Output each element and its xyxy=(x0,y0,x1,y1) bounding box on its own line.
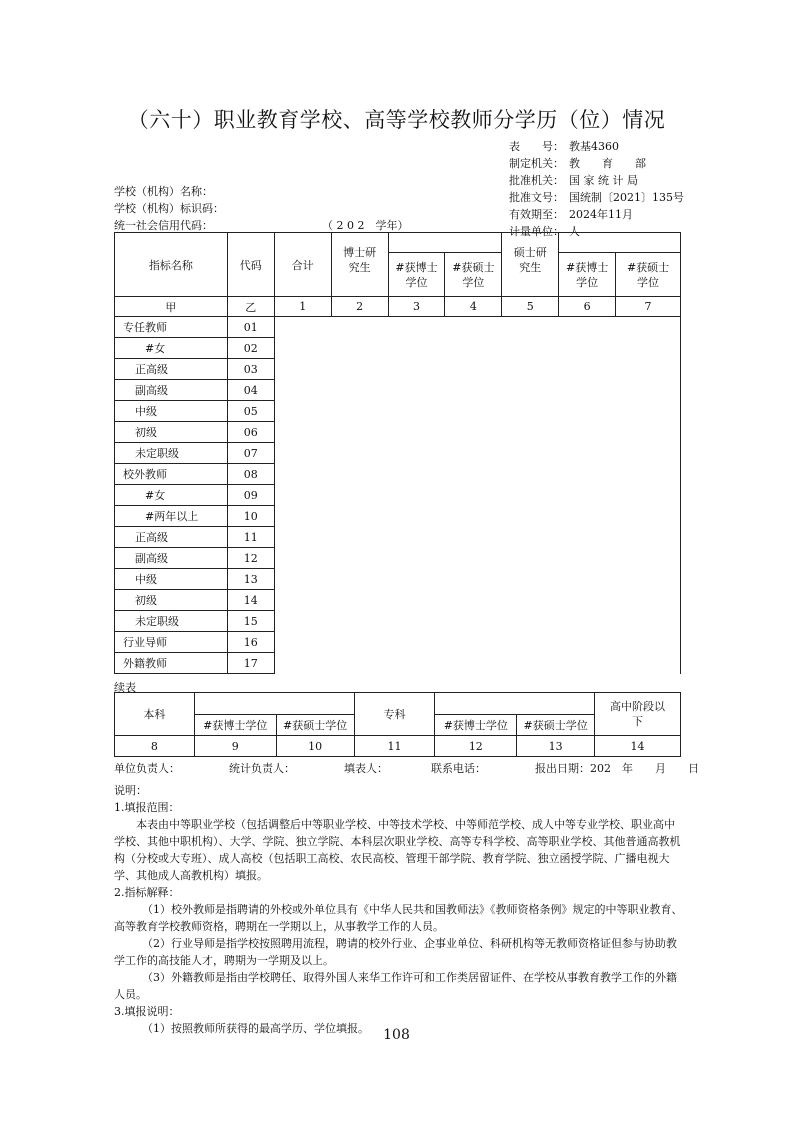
row-code: 14 xyxy=(227,590,274,611)
row-name: #女 xyxy=(115,485,228,506)
row-code: 06 xyxy=(227,422,274,443)
school-year: （ 2 0 2 学年） xyxy=(322,219,409,232)
header-mas-mas-deg: #获硕士 学位 xyxy=(616,253,681,297)
row-name: 中级 xyxy=(115,401,228,422)
row-name: 未定职级 xyxy=(115,611,228,632)
row-name: 副高级 xyxy=(115,548,228,569)
cont-index-cell: 11 xyxy=(354,736,435,757)
report-date: 报出日期：202 年 月 日 xyxy=(535,762,699,775)
header-bachelor-spacer xyxy=(194,693,354,715)
row-code: 04 xyxy=(227,380,274,401)
header-bachelor: 本科 xyxy=(115,693,195,736)
index-cell: 3 xyxy=(388,297,445,317)
index-cell: 乙 xyxy=(227,297,274,317)
index-row xyxy=(115,297,681,317)
row-code: 16 xyxy=(227,632,274,653)
header-c-mas: #获硕士学位 xyxy=(517,715,595,736)
header-phd-spacer xyxy=(388,233,502,253)
credit-code-label: 统一社会信用代码： xyxy=(114,219,213,232)
meta-label: 有效期至： xyxy=(509,208,564,221)
note-paragraph: （2）行业导师是指学校按照聘用流程，聘请的校外行业、企事业单位、科研机构等无教师资格证但参与协助教学工作的高技能人才，聘期为一学期及以上。 xyxy=(114,937,677,967)
note-paragraph: （3）外籍教师是指由学校聘任、取得外国人来华工作许可和工作类居留证件、在学校从事教育教学工作的外籍人员。 xyxy=(114,971,677,1001)
header-mas-doc-deg: #获博士 学位 xyxy=(559,253,616,297)
row-code: 05 xyxy=(227,401,274,422)
index-cell: 6 xyxy=(559,297,616,317)
unit-head: 单位负责人： xyxy=(114,762,180,775)
note-paragraph: 3.填报说明： xyxy=(114,1005,180,1018)
row-name: 未定职级 xyxy=(115,443,228,464)
note-paragraph: 说明： xyxy=(114,784,147,797)
note-paragraph: （1）按照教师所获得的最高学历、学位填报。 xyxy=(142,1022,369,1035)
meta-label: 表 号： xyxy=(509,140,564,153)
header-indicator: 指标名称 xyxy=(115,233,228,297)
row-name: 初级 xyxy=(115,590,228,611)
index-cell: 5 xyxy=(502,297,559,317)
note-paragraph: 2.指标解释： xyxy=(114,886,180,899)
page-title: （六十）职业教育学校、高等学校教师分学历（位）情况 xyxy=(127,108,666,132)
meta-value: 2024年11月 xyxy=(569,208,633,221)
index-cell: 甲 xyxy=(115,297,228,317)
cont-index-cell: 8 xyxy=(115,736,195,757)
cont-index-row xyxy=(115,736,681,757)
row-code: 13 xyxy=(227,569,274,590)
header-c-doc: #获博士学位 xyxy=(435,715,517,736)
index-cell: 4 xyxy=(445,297,502,317)
phone: 联系电话： xyxy=(431,762,486,775)
school-name-label: 学校（机构）名称： xyxy=(114,185,213,198)
header-high-school: 高中阶段以 下 xyxy=(595,693,681,736)
cont-index-cell: 10 xyxy=(276,736,354,757)
row-code: 10 xyxy=(227,506,274,527)
header-total: 合计 xyxy=(274,233,331,297)
header-mas-spacer xyxy=(559,233,681,253)
header-mas-grad: 硕士研 究生 xyxy=(502,233,559,297)
row-code: 12 xyxy=(227,548,274,569)
meta-value: 国统制〔2021〕135号 xyxy=(569,191,684,204)
cont-index-cell: 13 xyxy=(517,736,595,757)
row-code: 09 xyxy=(227,485,274,506)
blank-data-area xyxy=(274,317,680,674)
row-code: 02 xyxy=(227,338,274,359)
cont-index-cell: 9 xyxy=(194,736,276,757)
notes xyxy=(114,782,684,1037)
index-cell: 7 xyxy=(616,297,681,317)
table-row xyxy=(115,317,681,338)
meta-value: 教 育 部 xyxy=(569,157,646,170)
continued-table xyxy=(114,692,681,757)
page-number: 108 xyxy=(383,1027,410,1043)
row-name: 校外教师 xyxy=(115,464,228,485)
header-phd-mas-deg: #获硕士 学位 xyxy=(445,253,502,297)
header-phd-grad: 博士研 究生 xyxy=(331,233,388,297)
header-college: 专科 xyxy=(354,693,435,736)
row-name: 行业导师 xyxy=(115,632,228,653)
row-name: 正高级 xyxy=(115,527,228,548)
note-paragraph: 本表由中等职业学校（包括调整后中等职业学校、中等技术学校、中等师范学校、成人中等专业学校、职业高中学校、其他中职机构）、大学、学院、独立学院、本科层次职业学校、高等专科学校、高等职业学校、其他普通高教机构（分校或大专班）、成人高校（包括职工高校、农民高校、管理干部学院、教育学院、独立函授学院、广播电视大学、其他成人高教机构）填报。 xyxy=(114,818,681,882)
continued-label: 续表 xyxy=(114,681,136,694)
school-id-label: 学校（机构）标识码： xyxy=(114,202,224,215)
header-code: 代码 xyxy=(227,233,274,297)
meta-label: 制定机关： xyxy=(509,157,564,170)
row-name: 正高级 xyxy=(115,359,228,380)
row-code: 01 xyxy=(227,317,274,338)
meta-label: 批准文号： xyxy=(509,191,564,204)
row-code: 03 xyxy=(227,359,274,380)
row-name: 专任教师 xyxy=(115,317,228,338)
meta-value: 教基4360 xyxy=(569,140,619,153)
row-name: #女 xyxy=(115,338,228,359)
row-code: 07 xyxy=(227,443,274,464)
row-name: 外籍教师 xyxy=(115,653,228,674)
header-phd-doc-deg: #获博士 学位 xyxy=(388,253,445,297)
meta-label: 批准机关： xyxy=(509,174,564,187)
cont-index-cell: 14 xyxy=(595,736,681,757)
index-cell: 1 xyxy=(274,297,331,317)
meta-value: 人 xyxy=(569,225,580,238)
filler: 填表人： xyxy=(344,762,388,775)
stats-head: 统计负责人： xyxy=(229,762,295,775)
cont-index-cell: 12 xyxy=(435,736,517,757)
note-paragraph: （1）校外教师是指聘请的外校或外单位具有《中华人民共和国教师法》《教师资格条例》规定的中等职业教育、高等教育学校教师资格，聘期在一学期以上，从事教学工作的人员。 xyxy=(114,903,683,933)
row-code: 15 xyxy=(227,611,274,632)
row-name: 副高级 xyxy=(115,380,228,401)
row-code: 11 xyxy=(227,527,274,548)
row-name: #两年以上 xyxy=(115,506,228,527)
row-code: 08 xyxy=(227,464,274,485)
row-name: 初级 xyxy=(115,422,228,443)
header-b-mas: #获硕士学位 xyxy=(276,715,354,736)
row-code: 17 xyxy=(227,653,274,674)
header-college-spacer xyxy=(435,693,595,715)
meta-value: 国 家 统 计 局 xyxy=(569,174,638,187)
main-table xyxy=(114,232,681,674)
note-paragraph: 1.填报范围： xyxy=(114,801,180,814)
index-cell: 2 xyxy=(331,297,388,317)
header-b-doc: #获博士学位 xyxy=(194,715,276,736)
meta-label: 计量单位： xyxy=(509,225,564,238)
row-name: 中级 xyxy=(115,569,228,590)
